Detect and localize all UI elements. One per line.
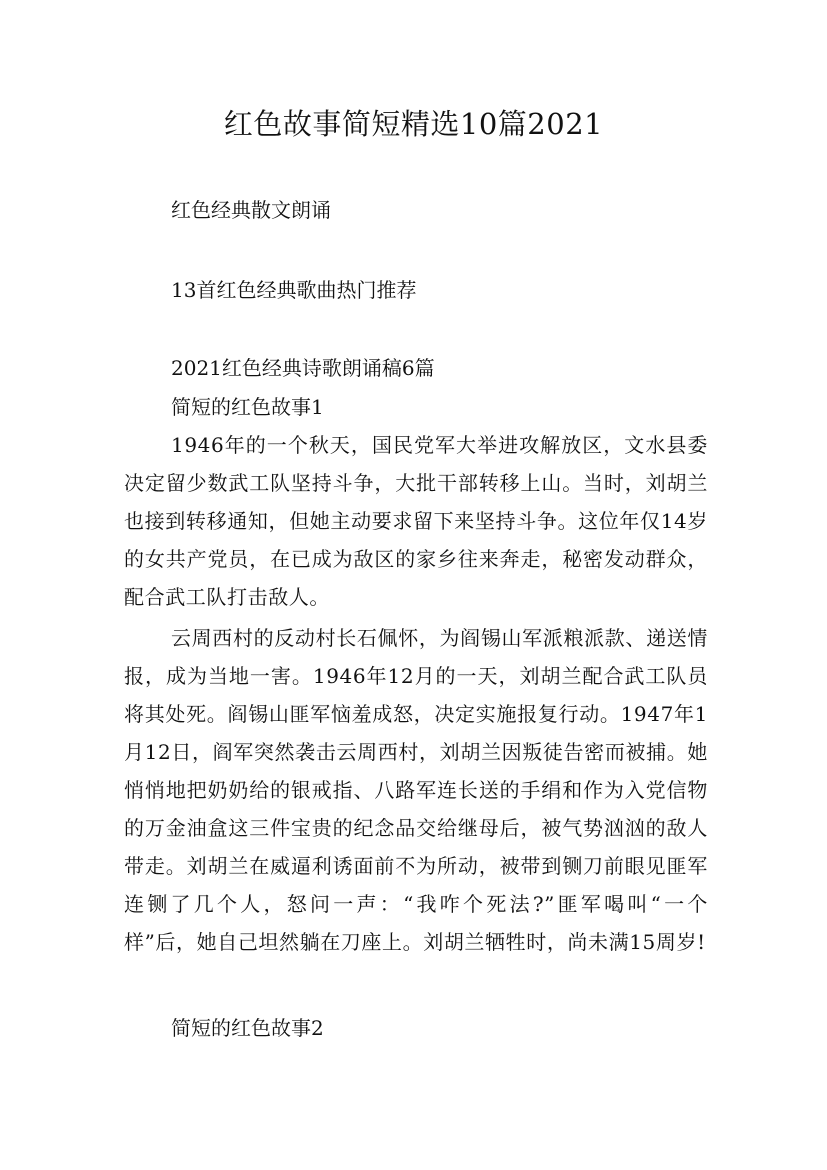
related-link-3[interactable]: 2021红色经典诗歌朗诵稿6篇 xyxy=(171,356,435,380)
story-1-paragraph-1: 1946年的一个秋天，国民党军大举进攻解放区，文水县委决定留少数武工队坚持斗争，大批干部转移上山。当时，刘胡兰也接到转移通知，但她主动要求留下来坚持斗争。这位年仅14岁的女共产党员，在已成为敌区的家乡往来奔走，秘密发动群众，配合武工队打击敌人。 xyxy=(124,433,708,609)
section-heading-2: 简短的红色故事2 xyxy=(171,1016,324,1040)
section-heading-1: 简短的红色故事1 xyxy=(171,395,324,419)
document-title: 红色故事简短精选10篇2021 xyxy=(223,107,604,141)
story-1-paragraph-2: 云周西村的反动村长石佩怀，为阎锡山军派粮派款、递送情报，成为当地一害。1946年12月的一天，刘胡兰配合武工队员将其处死。阎锡山匪军恼羞成怒，决定实施报复行动。1947年1月12日，阎军突然袭击云周西村，刘胡兰因叛徒告密而被捕。她悄悄地把奶奶给的银戒指、八路军连长送的手绢和作为入党信物的万金油盒这三件宝贵的纪念品交给继母后，被气势汹汹的敌人带走。刘胡兰在威逼利诱面前不为所动，被带到铡刀前眼见匪军连铡了几个人，怒问一声：“我咋个死法?”匪军喝叫“一个样”后，她自己坦然躺在刀座上。刘胡兰牺牲时，尚未满15周岁! xyxy=(124,626,708,954)
related-link-2[interactable]: 13首红色经典歌曲热门推荐 xyxy=(171,278,417,302)
related-link-1[interactable]: 红色经典散文朗诵 xyxy=(171,198,331,222)
